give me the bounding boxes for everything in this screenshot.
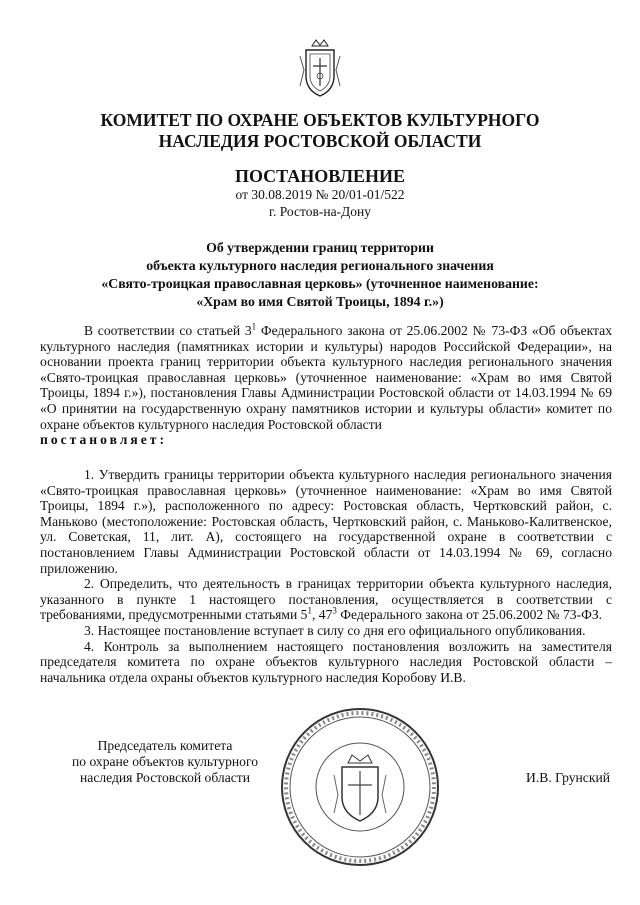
position-line: наследия Ростовской области	[80, 770, 250, 785]
resolution-item-2	[40, 576, 612, 623]
subject-line: «Храм во имя Святой Троицы, 1894 г.»)	[196, 294, 444, 309]
subject-line: Об утверждении границ территории	[206, 240, 434, 255]
signatory-position	[60, 738, 270, 786]
item-text: Федерального закона от 25.06.2002 № 73-ФЗ.	[336, 607, 603, 623]
resolution-item-4: 4. Контроль за выполнением настоящего постановления возложить на заместителя председателя комитета по охране объектов культурного наследия Ростовской области – начальника отдела охраны объектов культурного наследия Коробову И.В.	[40, 638, 612, 685]
item-text: , 47	[311, 607, 333, 623]
preamble-paragraph	[40, 323, 612, 448]
document-type: ПОСТАНОВЛЕНИЕ	[234, 166, 406, 186]
decree-word: постановляет:	[40, 432, 167, 448]
signatory-name: И.В. Грунский	[526, 770, 610, 785]
position-line: Председатель комитета	[97, 738, 233, 753]
document-date-number: от 30.08.2019 № 20/01-01/522	[235, 187, 405, 202]
superscript: 3	[332, 605, 337, 616]
subject-line: объекта культурного наследия регионального значения	[146, 258, 494, 273]
preamble-text: В соответствии со статьей 3	[84, 323, 252, 338]
position-line: по охране объектов культурного	[71, 754, 259, 769]
superscript: 1	[307, 605, 312, 616]
resolution-items	[40, 467, 612, 685]
superscript: 1	[251, 321, 257, 332]
subject-line: «Свято-троицкая православная церковь» (уточненное наименование:	[101, 276, 539, 291]
committee-title-line: НАСЛЕДИЯ РОСТОВСКОЙ ОБЛАСТИ	[158, 131, 482, 151]
resolution-item-3: 3. Настоящее постановление вступает в силу со дня его официального опубликования.	[84, 622, 586, 638]
document-subject	[40, 239, 600, 311]
document-city: г. Ростов-на-Дону	[268, 204, 371, 219]
coat-of-arms-icon	[296, 36, 344, 100]
official-seal-icon	[278, 705, 443, 870]
preamble-text: Федерального закона от 25.06.2002 № 73-ФЗ «Об объектах культурного наследия (памятниках истории и культуры) народов Российской Федерации», на основании проекта границ территории объекта культурного наследия регионального значения «Свято-троицкая православная церковь» (уточненное наименование: «Храм во имя Святой Троицы, 1894 г.»), постановления Главы Администрации Ростовской области от 14.03.1994 № 69 «О принятии на государственную охрану памятников истории и культуры области» комитет по охране объектов культурного наследия Ростовской области	[40, 323, 612, 432]
committee-title	[60, 110, 580, 152]
item-text: 2. Определить, что деятельность в границах территории объекта культурного наследия, указанного в пункте 1 настоящего постановления, осуществляется в соответствии с требованиями, предусмотренными статьями 5	[40, 576, 612, 623]
resolution-item-1: 1. Утвердить границы территории объекта культурного наследия регионального значения «Свято-троицкая православная церковь» (уточненное наименование: «Храм во имя Святой Троицы, 1894 г.»), расположенного по адресу: Ростовская область, Чертковский район, с. Маньково (местоположение: Ростовская область, Чертковский район, с. Маньково-Калитвенское, ул. Советская, 11, лит. А), состоящего на государственной охране в соответствии с постановлением Главы Администрации Ростовской области от 14.03.1994 № 69, согласно приложению.	[40, 467, 612, 576]
committee-title-line: КОМИТЕТ ПО ОХРАНЕ ОБЪЕКТОВ КУЛЬТУРНОГО	[100, 110, 540, 130]
